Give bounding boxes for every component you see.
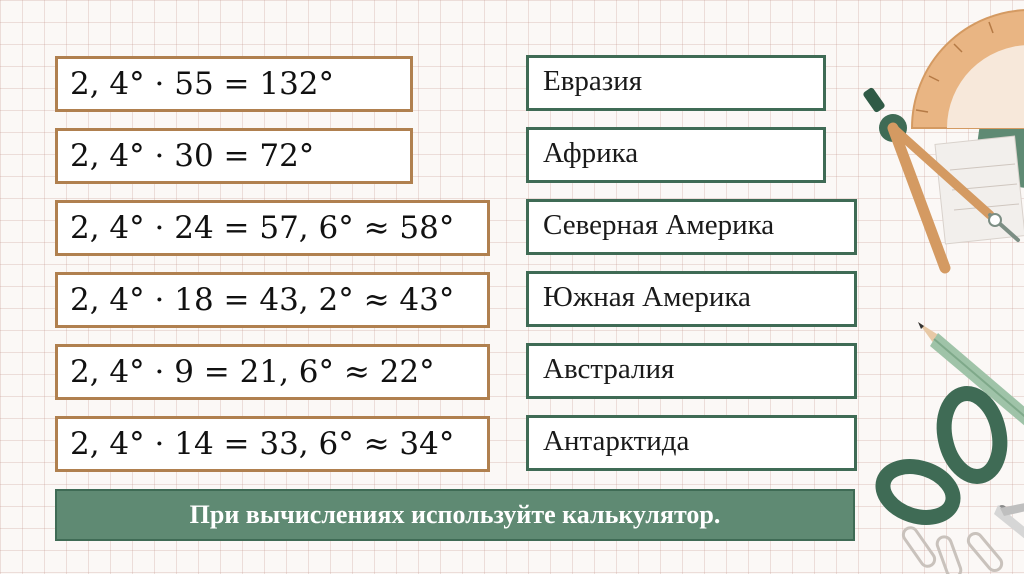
pencil-icon: [918, 322, 1024, 432]
continent-box-north-america: [526, 199, 857, 255]
green-card-icon: [935, 91, 1024, 244]
continent-box-eurasia: [526, 55, 826, 111]
formula-text: 2, 4° · 18 = 43, 2° ≈ 43°: [70, 282, 455, 318]
formula-text: 2, 4° · 9 = 21, 6° ≈ 22°: [70, 354, 435, 390]
continent-box-antarctica: [526, 415, 857, 471]
formula-text: 2, 4° · 24 = 57, 6° ≈ 58°: [70, 210, 455, 246]
continent-label: Евразия: [543, 65, 643, 97]
continent-label: Северная Америка: [543, 209, 775, 241]
paperclip-icon: [901, 525, 1005, 574]
formula-text: 2, 4° · 55 = 132°: [70, 66, 335, 102]
formula-box-africa: [55, 128, 413, 184]
calculator-note: [55, 489, 855, 541]
continent-label: Африка: [543, 137, 639, 169]
formula-box-north-america: [55, 200, 490, 256]
note-text: При вычислениях используйте калькулятор.: [189, 500, 721, 529]
continent-label: Южная Америка: [543, 281, 751, 313]
continent-box-australia: [526, 343, 857, 399]
continent-box-south-america: [526, 271, 857, 327]
continent-label: Австралия: [543, 353, 675, 385]
compass-icon: [862, 87, 1018, 268]
formula-box-australia: [55, 344, 490, 400]
protractor-icon: [912, 10, 1024, 128]
continent-label: Антарктида: [543, 425, 690, 457]
formula-box-eurasia: [55, 56, 413, 112]
continent-box-africa: [526, 127, 826, 183]
formula-box-south-america: [55, 272, 490, 328]
formula-text: 2, 4° · 14 = 33, 6° ≈ 34°: [70, 426, 455, 462]
scissors-icon: [876, 388, 1024, 548]
formula-box-antarctica: [55, 416, 490, 472]
formula-text: 2, 4° · 30 = 72°: [70, 138, 315, 174]
